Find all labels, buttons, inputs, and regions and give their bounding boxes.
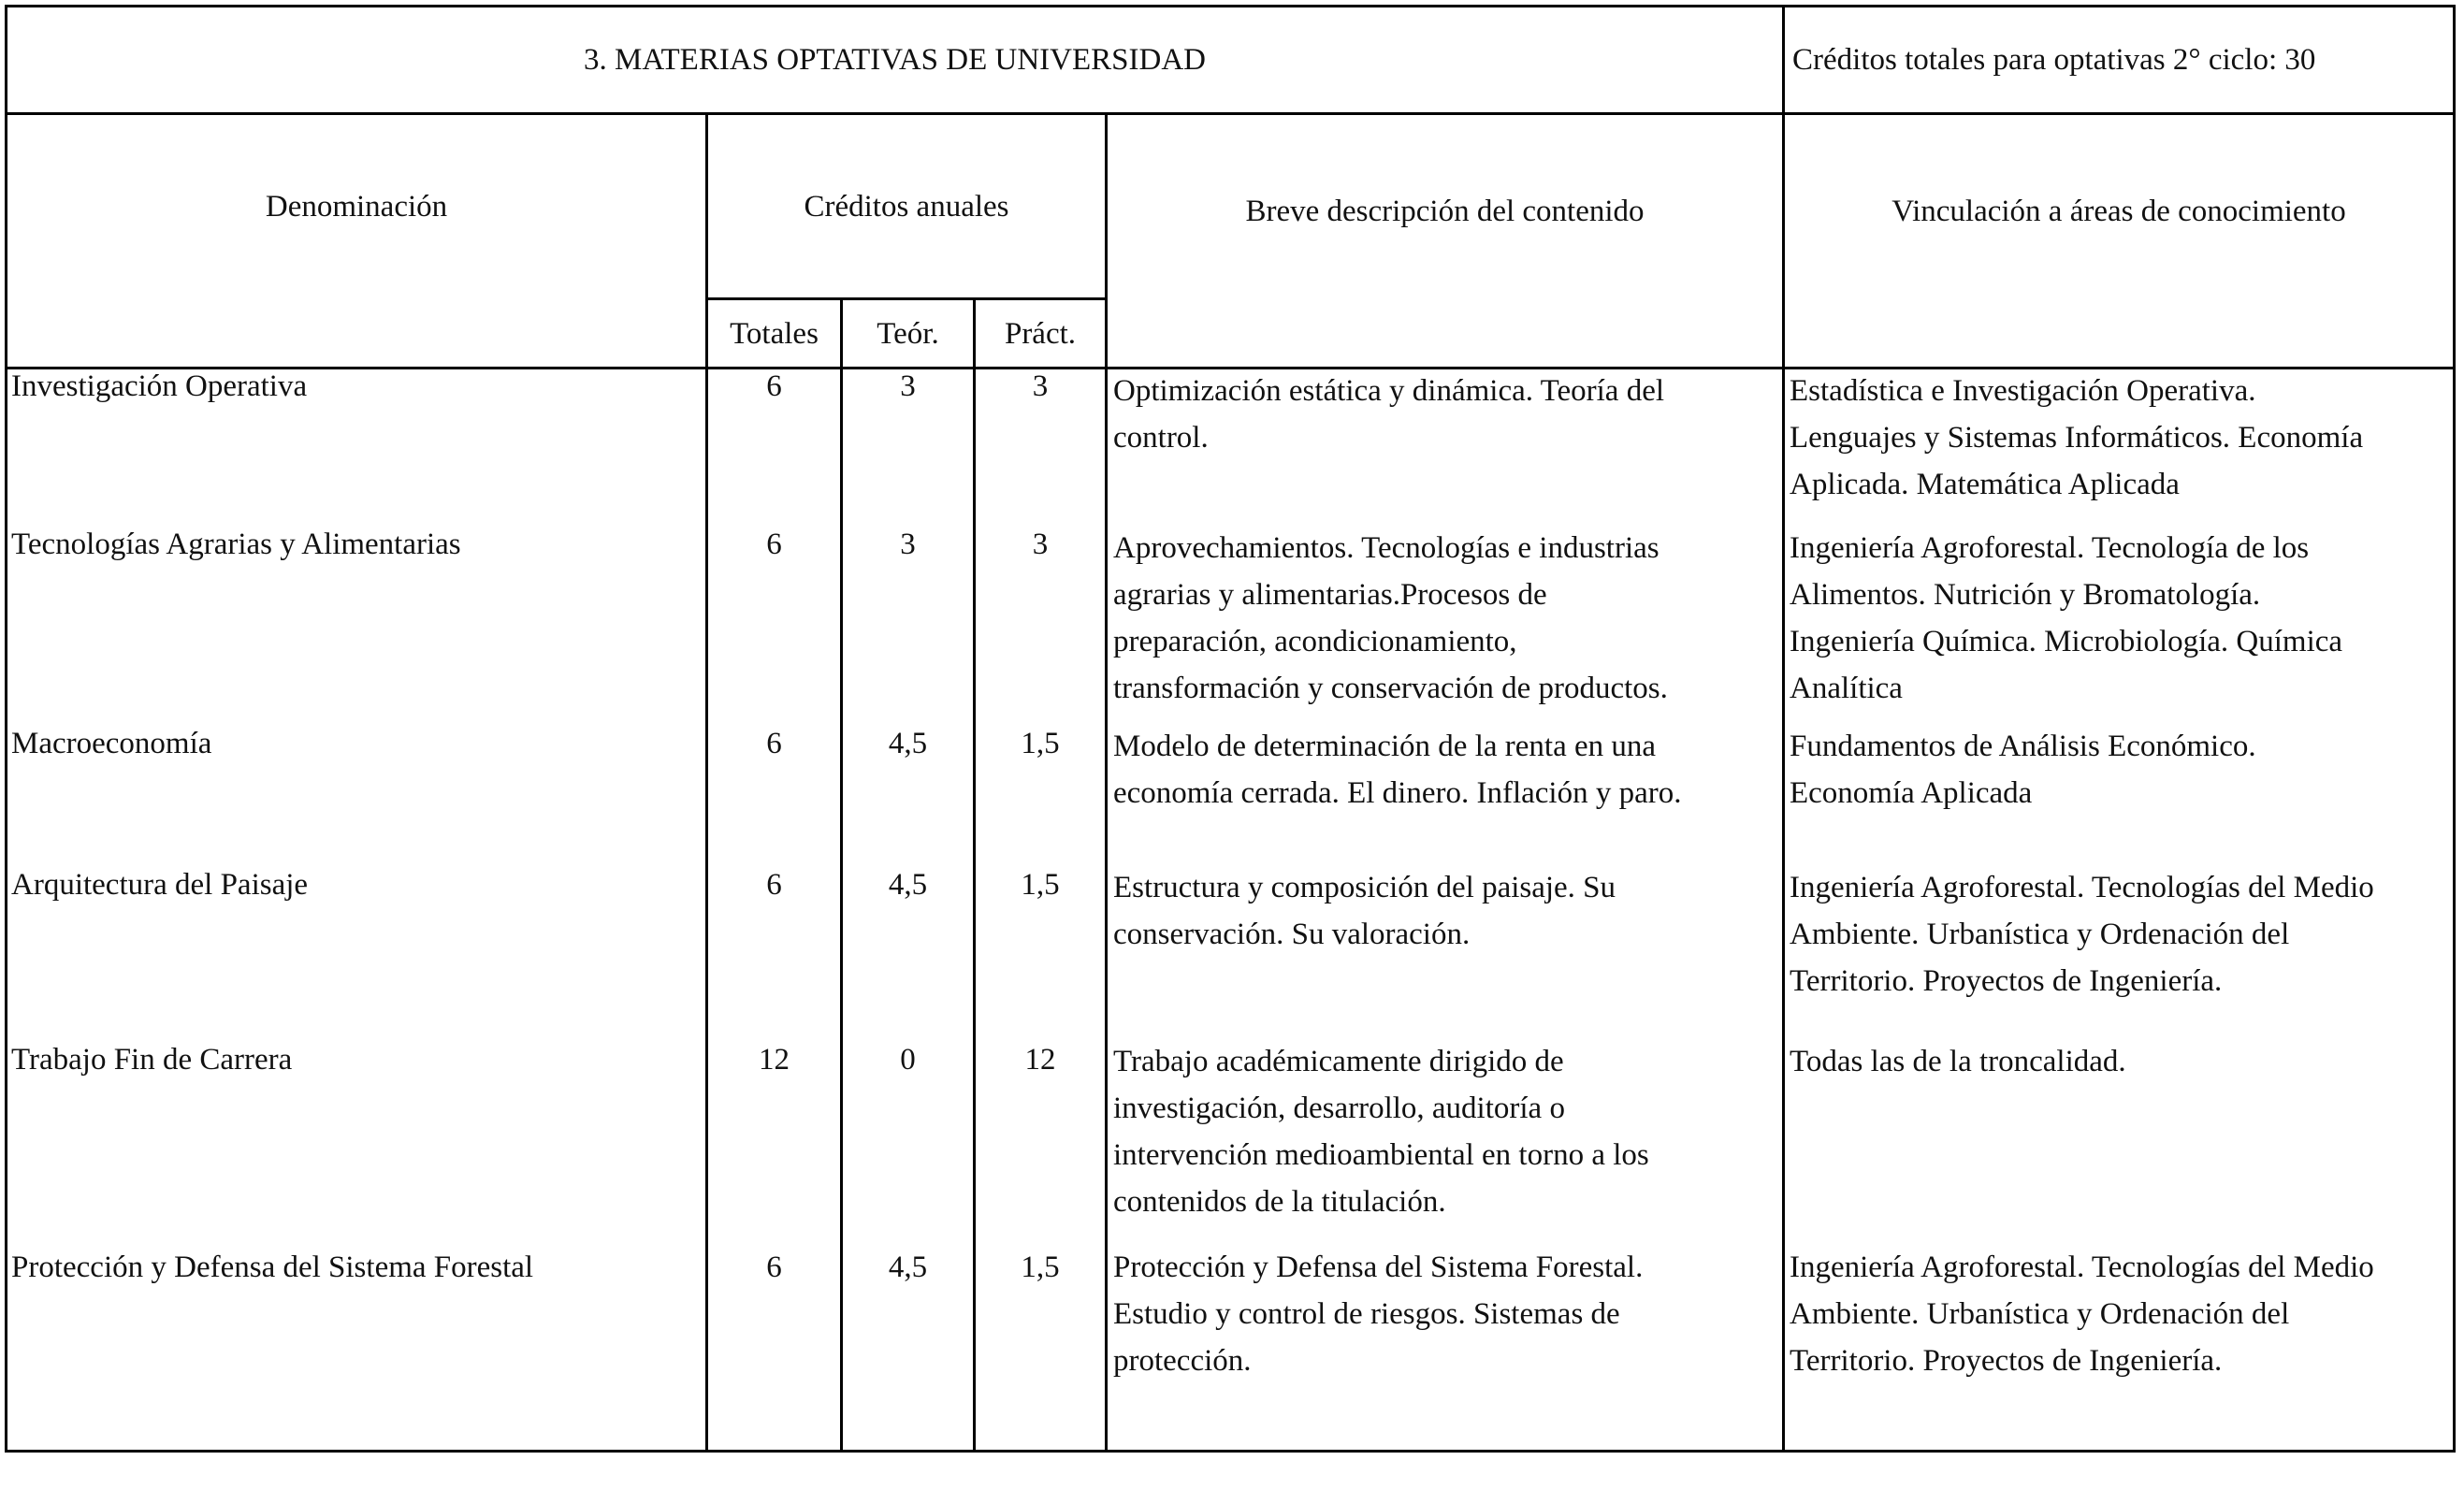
row-4-teor: 4,5: [888, 868, 928, 902]
row-6-totales: 6: [766, 1250, 782, 1284]
row-2-totales: 6: [766, 528, 782, 561]
row-2-name: Tecnologías Agrarias y Alimentarias: [11, 528, 461, 561]
header-denominacion: Denominación: [265, 190, 448, 224]
header-pract: Práct.: [1004, 316, 1077, 351]
row-5-pract: 12: [1024, 1043, 1056, 1077]
col-divider-4: [1105, 114, 1108, 1453]
row-1-name: Investigación Operativa: [11, 369, 308, 403]
header-creditos-anuales: Créditos anuales: [804, 189, 1009, 224]
row-4-vinculacion: Ingeniería Agroforestal. Tecnologías del Medio Ambiente. Urbanística y Ordenación del Territorio. Proyectos de Ingeniería.: [1790, 871, 2374, 998]
row-3-teor: 4,5: [888, 727, 928, 760]
row-3-totales: 6: [766, 727, 782, 760]
row-1-totales: 6: [766, 369, 782, 403]
row-6-pract: 1,5: [1021, 1250, 1060, 1284]
row-5-vinculacion: Todas las de la troncalidad.: [1790, 1045, 2126, 1078]
total-credits-label: Créditos totales para optativas 2° ciclo: 30: [1792, 43, 2316, 77]
header-vinculacion: Vinculación a áreas de conocimiento: [1891, 194, 2346, 228]
row-4-totales: 6: [766, 868, 782, 902]
row-5-name: Trabajo Fin de Carrera: [11, 1043, 293, 1077]
row-3-name: Macroeconomía: [11, 727, 212, 760]
row-2-descripcion: Aprovechamientos. Tecnologías e industrias agrarias y alimentarias.Procesos de preparación, acondicionamiento, transformación y conservación de productos.: [1113, 531, 1668, 705]
header-teor: Teór.: [877, 316, 939, 351]
row-2-pract: 3: [1032, 528, 1049, 561]
row-4-pract: 1,5: [1021, 868, 1060, 902]
row-2-vinculacion: Ingeniería Agroforestal. Tecnología de los Alimentos. Nutrición y Bromatología. Ingeniería Química. Microbiología. Química Analítica: [1790, 531, 2343, 705]
row-6-vinculacion: Ingeniería Agroforestal. Tecnologías del Medio Ambiente. Urbanística y Ordenación del Territorio. Proyectos de Ingeniería.: [1790, 1250, 2374, 1378]
row-1-vinculacion: Estadística e Investigación Operativa. Lenguajes y Sistemas Informáticos. Economía Aplicada. Matemática Aplicada: [1790, 374, 2364, 501]
row-1-pract: 3: [1032, 369, 1049, 403]
row-6-teor: 4,5: [888, 1250, 928, 1284]
header-totales: Totales: [730, 316, 819, 351]
row-5-totales: 12: [759, 1043, 790, 1077]
row-1-teor: 3: [900, 369, 916, 403]
header-descripcion: Breve descripción del contenido: [1245, 194, 1645, 228]
row-1-descripcion: Optimización estática y dinámica. Teoría del control.: [1113, 374, 1665, 455]
row-3-vinculacion: Fundamentos de Análisis Económico. Economía Aplicada: [1790, 730, 2256, 810]
row-5-descripcion: Trabajo académicamente dirigido de investigación, desarrollo, auditoría o intervención medioambiental en torno a los contenidos de la titulación.: [1113, 1045, 1649, 1219]
row-4-descripcion: Estructura y composición del paisaje. Su conservación. Su valoración.: [1113, 871, 1616, 951]
row-3-descripcion: Modelo de determinación de la renta en una economía cerrada. El dinero. Inflación y paro.: [1113, 730, 1682, 810]
row-4-name: Arquitectura del Paisaje: [11, 868, 309, 902]
section-title: 3. MATERIAS OPTATIVAS DE UNIVERSIDAD: [583, 43, 1207, 77]
row-5-teor: 0: [900, 1043, 916, 1077]
row-3-pract: 1,5: [1021, 727, 1060, 760]
row-6-descripcion: Protección y Defensa del Sistema Forestal. Estudio y control de riesgos. Sistemas de protección.: [1113, 1250, 1644, 1378]
row-2-teor: 3: [900, 528, 916, 561]
row-6-name: Protección y Defensa del Sistema Forestal: [11, 1250, 534, 1284]
